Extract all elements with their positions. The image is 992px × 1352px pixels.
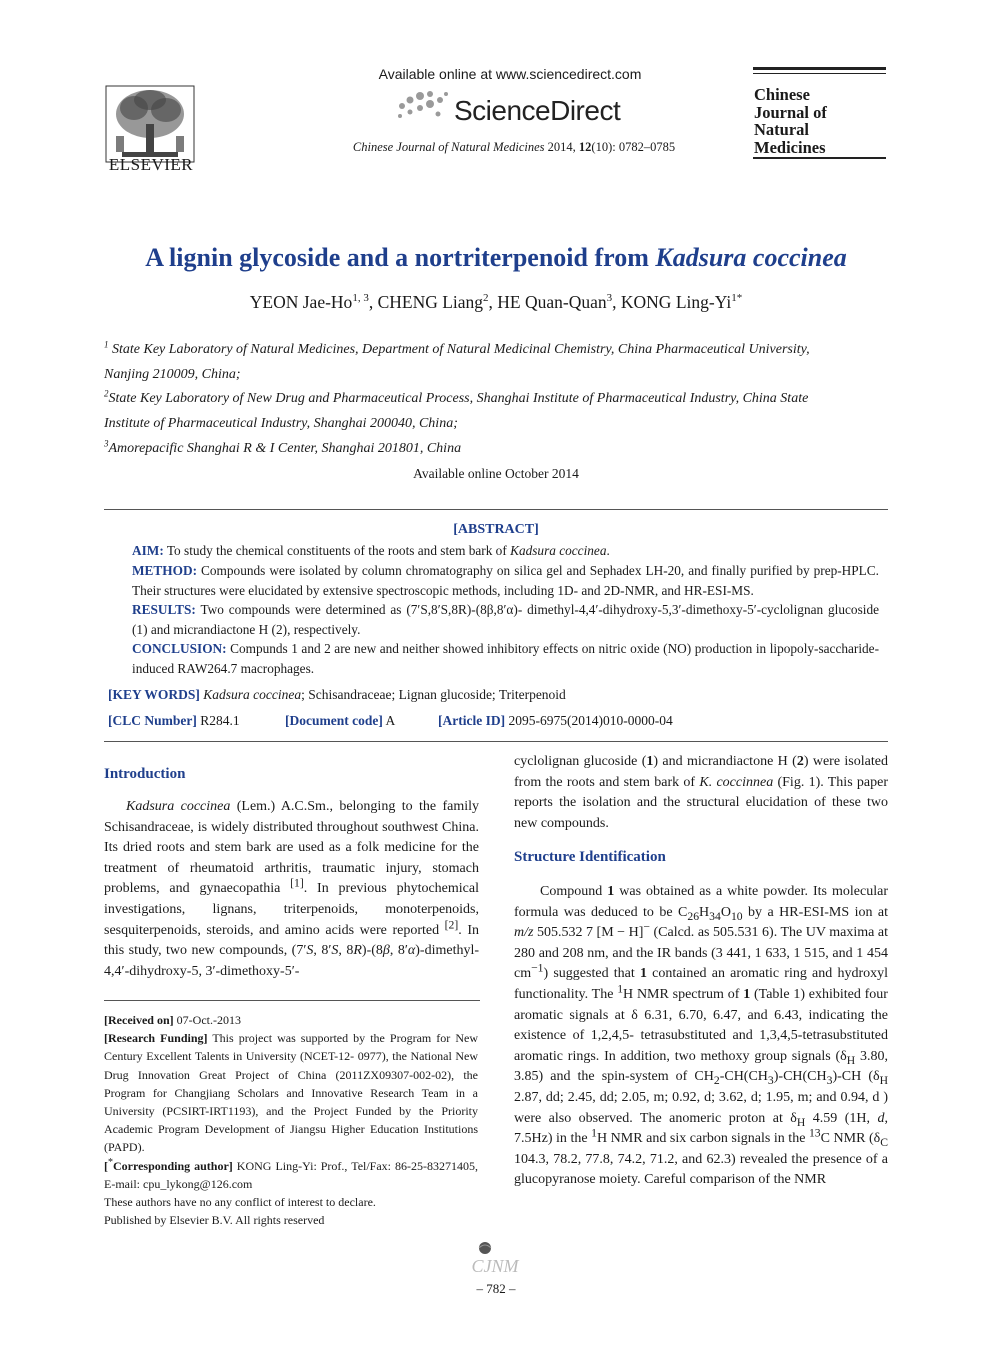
author-list: YEON Jae-Ho$^{1, 3}$, CHENG Liang$^2$, HE Quan-Quan$^3$, KONG Ling-$Yi^{1*}$ — [249, 292, 743, 312]
journal-rule-top-thin — [753, 73, 886, 74]
abstract-aim: AIM: To study the chemical constituents of the roots and stem bark of Kadsura coccinea. — [132, 543, 610, 558]
affiliation-2: $^2$State Key Laboratory of New Drug and Pharmaceutical Process, Shanghai Institute of Pharmaceutical Industry, China State Institute of Pharmaceutical Industry, Shanghai 200040, China; — [104, 388, 809, 431]
footnotes: [Received on] 07-Oct.-2013 [Research Funding] This project was supported by the Program for New Century Excellent Talents in University (NCET-12- 0977), the National New Drug Innovation Great Project of China (2011ZX09307-002-02), the Program for Changjiang Scholars and Innovative Research Team in a University (PCSIRT-IRT1193), and the Project Funded by the Priority Academic Program Development of Jiangsu Higher Education Institutions (PAPD). [*Corresponding author] KONG Ling-Yi: Prof., Tel/Fax: 86-25-83271405, E-mail: cpu_lykong@126.com These authors have no any conflict of interest to declare. Published by Elsevier B.V. All rights reserved — [104, 1013, 479, 1228]
journal-name-block: Chinese Journal of Natural Medicines — [754, 85, 827, 157]
svg-text:CJNM: CJNM — [471, 1256, 519, 1276]
structure-identification-heading: Structure Identification — [514, 849, 666, 865]
keywords: [KEY WORDS] Kadsura coccinea; Schisandraceae; Lignan glucoside; Triterpenoid — [108, 687, 566, 702]
page-number: – 782 – — [476, 1281, 516, 1296]
clc-number: [CLC Number] R284.1 — [108, 713, 240, 728]
footnote-rule — [104, 1000, 480, 1001]
introduction-text: Kadsura coccinea (Lem.) A.C.Sm., belonging to the family Schisandraceae, is widely distributed throughout southwest China. Its dried roots and stem bark are used as a folk medicine for the treatment of rheumatoid arthritis, traumatic injury, stomach problems, and gynaecopathia [1]. In previous phytochemical investigations, lignans, triterpenoids, monoterpenoids, sesquiterpenoids, steroids, and amino acids were reported [2]. In this study, two new compounds, (7′S, 8′S, 8R)-(8β, 8′α)-dimethyl-4,4′-dihydroxy-5, 3′-dimethoxy-5′- — [104, 799, 480, 979]
affiliation-1: $^1$ State Key Laboratory of Natural Medicines, Department of Natural Medicinal Chemistry, China Pharmaceutical University, Nanjing 210009, China; — [104, 339, 810, 382]
abstract-results: RESULTS: Two compounds were determined as (7′S,8′S,8R)-(8β,8′α)- dimethyl-4,4′-dihydroxy-5,3′-dimethoxy-5′-cyclolignan glucoside (1) and micrandiactone H (2), respectively. — [132, 602, 879, 637]
sciencedirect-dots-icon — [394, 88, 450, 124]
publisher-name: ELSEVIER — [108, 155, 194, 174]
cjnm-logo — [455, 1240, 535, 1278]
available-online-line[interactable]: Available online at www.sciencedirect.com — [378, 66, 642, 82]
document-code: [Document code] A — [285, 713, 396, 728]
available-online-date: Available online October 2014 — [413, 466, 579, 481]
affiliation-3: $^3$Amorepacific Shanghai R & I Center, Shanghai 201801, China — [104, 438, 462, 456]
intro-continued-text: cyclolignan glucoside (1) and micrandiactone H (2) were isolated from the roots and stem bark of K. coccinnea (Fig. 1). This paper reports the isolation and the structural elucidation of these two new compounds. — [514, 754, 888, 831]
journal-rule-top — [753, 67, 886, 70]
journal-rule-bottom — [753, 157, 886, 159]
article-title: A lignin glycoside and a nortriterpenoid from Kadsura coccinea — [145, 243, 847, 272]
abstract-heading: [ABSTRACT] — [453, 522, 539, 537]
article-id: [Article ID] 2095-6975(2014)010-0000-04 — [438, 713, 673, 728]
abstract-method: METHOD: Compounds were isolated by column chromatography on silica gel and Sephadex LH-20, and finally purified by prep-HPLC. Their structures were elucidated by extensive spectroscopic methods, including 1D- and 2D-NMR, and HR-ESI-MS. — [132, 563, 879, 598]
sciencedirect-brand[interactable]: ScienceDirect — [454, 95, 621, 126]
journal-citation: Chinese Journal of Natural Medicines 2014, 12(10): 0782–0785 — [352, 140, 676, 154]
structure-identification-text: Compound 1 was obtained as a white powder. Its molecular formula was deduced to be $C_{26}H_{34}O_{10}$ by a HR-ESI-MS ion at m/z 505.532 7 [M − H]− (Calcd. as 505.531 6). The UV maxima at 280 and 208 nm, and the IR bands (3 441, 1 633, 1 515, and 1 454 $cm^{-1}$) suggested that 1 contained an aromatic ring and hydroxyl functionality. The $^1$H NMR spectrum of 1 (Table 1) exhibited four aromatic signals at δ 6.31, 6.70, 6.47, and 6.43, indicating the existence of 1,2,4,5- tetrasubstituted and 1,3,4,5-tetrasubstituted aromatic rings. In addition, two methoxy group signals ($\delta_H$ 3.80, 3.85) and the spin-system of $CH_2-CH(CH_3)-CH(CH_3)-CH$ ($\delta_H$ 2.87, dd; 2.45, dd; 2.05, m; 0.92, d; 3.62, d; 1.95, m; and 0.94, d ) were also observed. The anomeric proton at $\delta_H$ 4.59 (1H, d, 7.5Hz) in the $^1$H NMR and six carbon signals in the $^{13}$C NMR ($\delta_C$ 104.3, 78.2, 77.8, 74.2, 71.2, and 62.3) revealed the presence of a glucopyranose moiety. Careful comparison of the NMR — [514, 884, 889, 1188]
abstract-rule-top — [104, 509, 888, 510]
introduction-heading: Introduction — [104, 766, 186, 782]
abstract-rule-bottom — [104, 741, 888, 742]
abstract-conclusion: CONCLUSION: Compunds 1 and 2 are new and neither showed inhibitory effects on nitric oxide (NO) production in lipopoly-saccharide-induced RAW264.7 macrophages. — [132, 641, 879, 676]
